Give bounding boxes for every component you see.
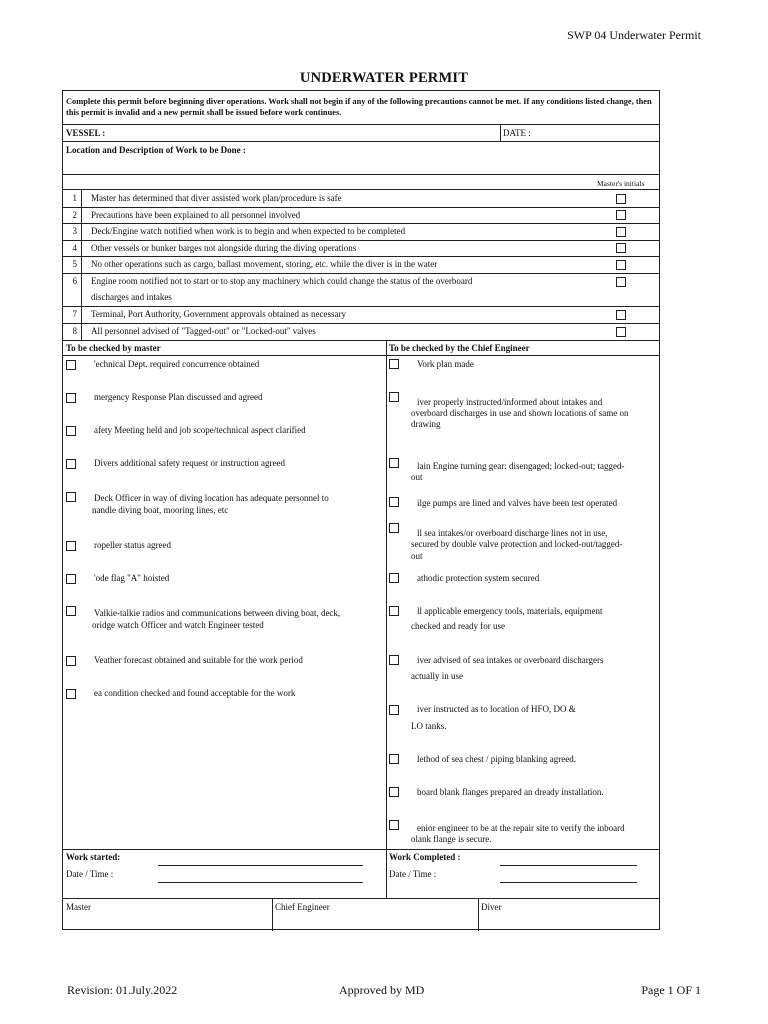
master-check-checkbox[interactable] <box>66 393 76 403</box>
engineer-check-checkbox[interactable] <box>389 820 399 830</box>
precaution-text-cont: discharges and intakes <box>91 292 172 302</box>
engineer-check-text: iver instructed as to location of HFO, DO & <box>417 704 576 714</box>
precaution-text: Engine room notified not to start or to stop any machinery which could change the status of the overboard <box>91 276 473 286</box>
page-number: Page 1 OF 1 <box>641 983 701 997</box>
engineer-check-checkbox[interactable] <box>389 655 399 665</box>
engineer-check-text: board blank flanges prepared an dready installation. <box>417 787 604 797</box>
masters-initials-label: Master's initials <box>597 179 645 188</box>
engineer-check-text: athodic protection system secured <box>417 573 540 583</box>
initials-checkbox[interactable] <box>616 243 626 253</box>
work-started-datetime-label: Date / Time : <box>66 869 114 879</box>
rule <box>478 898 479 931</box>
master-check-text: Valkie-talkie radios and communications between diving boat, deck, <box>94 608 341 618</box>
engineer-check-checkbox[interactable] <box>389 523 399 533</box>
engineer-check-text-cont: secured by double valve protection and locked-out/tagged- <box>411 539 623 549</box>
precaution-number: 1 <box>72 193 77 203</box>
vessel-label: VESSEL : <box>66 128 106 138</box>
master-signature-label: Master <box>66 902 91 912</box>
work-completed-datetime-label: Date / Time : <box>389 869 437 879</box>
rule <box>63 355 659 356</box>
precaution-number: 5 <box>72 259 77 269</box>
master-check-text: ropeller status agreed <box>94 540 171 550</box>
master-check-text: Divers additional safety request or instruction agreed <box>94 458 285 468</box>
master-check-text-cont: nandle diving boat, mooring lines, etc <box>92 505 229 515</box>
engineer-check-text-cont: drawing <box>411 419 441 429</box>
engineer-check-checkbox[interactable] <box>389 392 399 402</box>
document-code: SWP 04 Underwater Permit <box>567 28 701 42</box>
engineer-check-checkbox[interactable] <box>389 359 399 369</box>
initials-checkbox[interactable] <box>616 277 626 287</box>
precaution-text: All personnel advised of "Tagged-out" or "Locked-out" valves <box>91 326 316 336</box>
precaution-text: No other operations such as cargo, ballast movement, storing, etc. while the diver is in the water <box>91 259 438 269</box>
engineer-check-text: lain Engine turning gear: disengaged; locked-out; tagged- <box>417 461 625 471</box>
engineer-check-text: ll sea intakes/or overboard discharge lines not in use, <box>417 528 608 538</box>
date-label: DATE : <box>503 128 531 138</box>
engineer-check-text: enior engineer to be at the repair site to verify the inboard <box>417 823 625 833</box>
precaution-text: Deck/Engine watch notified when work is to begin and when expected to be completed <box>91 226 406 236</box>
master-check-text: ea condition checked and found acceptable for the work <box>94 688 296 698</box>
work-started-label: Work started: <box>66 852 121 862</box>
rule <box>63 849 659 850</box>
initials-checkbox[interactable] <box>616 194 626 204</box>
engineer-check-text: iver advised of sea intakes or overboard dischargers <box>417 655 604 665</box>
engineer-check-text: Vork plan made <box>417 359 474 369</box>
master-check-checkbox[interactable] <box>66 541 76 551</box>
diver-signature-label: Diver <box>481 902 502 912</box>
rule <box>63 174 659 175</box>
engineer-check-checkbox[interactable] <box>389 705 399 715</box>
rule <box>63 340 659 341</box>
master-check-checkbox[interactable] <box>66 492 76 502</box>
rule <box>63 124 659 125</box>
engineer-checks-heading: To be checked by the Chief Engineer <box>389 343 530 353</box>
rule <box>500 124 501 141</box>
precaution-text: Master has determined that diver assisted work plan/procedure is safe <box>91 193 342 203</box>
engineer-check-checkbox[interactable] <box>389 497 399 507</box>
precaution-number: 6 <box>72 276 77 286</box>
engineer-check-checkbox[interactable] <box>389 458 399 468</box>
master-checks-heading: To be checked by master <box>66 343 161 353</box>
engineer-check-text: lethod of sea chest / piping blanking agreed. <box>417 754 576 764</box>
master-check-checkbox[interactable] <box>66 606 76 616</box>
engineer-check-text-cont: overboard discharges in use and shown locations of same on <box>411 408 629 418</box>
master-check-text: 'echnical Dept. required concurrence obtained <box>94 359 260 369</box>
master-check-checkbox[interactable] <box>66 360 76 370</box>
approval-text: Approved by MD <box>339 983 425 997</box>
initials-checkbox[interactable] <box>616 310 626 320</box>
precaution-number: 4 <box>72 243 77 253</box>
work-started-datetime-line[interactable] <box>158 882 363 883</box>
permit-form <box>62 90 660 930</box>
work-started-signature-line[interactable] <box>158 865 363 866</box>
rule <box>81 189 82 340</box>
work-completed-signature-line[interactable] <box>500 865 637 866</box>
initials-checkbox[interactable] <box>616 210 626 220</box>
engineer-check-checkbox[interactable] <box>389 787 399 797</box>
engineer-check-text-cont: olank flange is secure. <box>411 834 492 844</box>
engineer-check-checkbox[interactable] <box>389 573 399 583</box>
precaution-number: 3 <box>72 226 77 236</box>
rule <box>63 141 659 142</box>
engineer-check-text-cont: LO tanks. <box>411 721 447 731</box>
master-check-checkbox[interactable] <box>66 459 76 469</box>
location-label: Location and Description of Work to be Done : <box>66 145 246 155</box>
intro-text: Complete this permit before beginning diver operations. Work shall not begin if any of the following precautions cannot be met. If any conditions listed change, then this permit is invalid and a new permit shall be issued before work continues. <box>66 97 652 117</box>
master-check-text: Deck Officer in way of diving location has adequate personnel to <box>94 493 329 503</box>
master-check-checkbox[interactable] <box>66 574 76 584</box>
engineer-check-checkbox[interactable] <box>389 606 399 616</box>
precaution-number: 7 <box>72 309 77 319</box>
rule <box>386 340 387 898</box>
work-completed-label: Work Completed : <box>389 852 461 862</box>
master-check-checkbox[interactable] <box>66 689 76 699</box>
master-check-checkbox[interactable] <box>66 656 76 666</box>
engineer-check-text-cont: out <box>411 472 423 482</box>
precaution-text: Other vessels or bunker barges not alongside during the diving operations <box>91 243 357 253</box>
precaution-number: 8 <box>72 326 77 336</box>
rule <box>63 898 659 899</box>
page-title: UNDERWATER PERMIT <box>299 70 469 86</box>
engineer-check-text: iver properly instructed/informed about intakes and <box>417 397 603 407</box>
engineer-check-checkbox[interactable] <box>389 754 399 764</box>
master-check-text: mergency Response Plan discussed and agreed <box>94 392 263 402</box>
engineer-check-text: ll applicable emergency tools, materials, equipment <box>417 606 603 616</box>
master-check-text: Veather forecast obtained and suitable for the work period <box>94 655 303 665</box>
initials-checkbox[interactable] <box>616 227 626 237</box>
engineer-check-text-cont: checked and ready for use <box>411 621 505 631</box>
revision-text: Revision: 01.July.2022 <box>67 983 178 997</box>
master-check-text-cont: oridge watch Officer and watch Engineer tested <box>92 620 264 630</box>
master-check-checkbox[interactable] <box>66 426 76 436</box>
chief-engineer-signature-label: Chief Engineer <box>275 902 330 912</box>
engineer-check-text-cont: out <box>411 551 423 561</box>
precaution-text: Terminal, Port Authority, Government approvals obtained as necessary <box>91 309 346 319</box>
precaution-text: Precautions have been explained to all personnel involved <box>91 210 301 220</box>
engineer-check-text: ilge pumps are lined and valves have been test operated <box>417 498 618 508</box>
precaution-number: 2 <box>72 210 77 220</box>
initials-checkbox[interactable] <box>616 327 626 337</box>
master-check-text: 'ode flag "A" hoisted <box>94 573 170 583</box>
rule <box>272 898 273 931</box>
engineer-check-text-cont: actually in use <box>411 671 463 681</box>
master-check-text: afety Meeting held and job scope/technical aspect clarified <box>94 425 306 435</box>
initials-checkbox[interactable] <box>616 260 626 270</box>
work-completed-datetime-line[interactable] <box>500 882 637 883</box>
